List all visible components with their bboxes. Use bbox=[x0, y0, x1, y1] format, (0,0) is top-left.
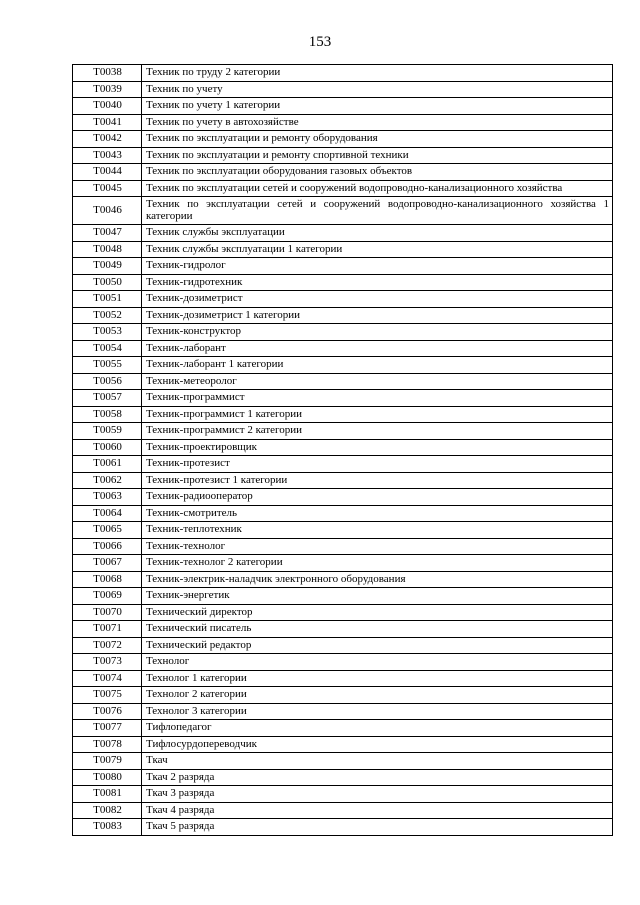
table-row bbox=[73, 555, 613, 572]
code-cell: Т0042 bbox=[73, 131, 142, 148]
name-cell: Техник-протезист bbox=[142, 456, 613, 473]
code-cell: Т0058 bbox=[73, 406, 142, 423]
table-row bbox=[73, 703, 613, 720]
table-row bbox=[73, 489, 613, 506]
table-row bbox=[73, 802, 613, 819]
code-cell: Т0076 bbox=[73, 703, 142, 720]
name-cell: Техник по эксплуатации и ремонту спортивной техники bbox=[142, 147, 613, 164]
code-cell: Т0046 bbox=[73, 197, 142, 225]
name-cell: Техник по учету в автохозяйстве bbox=[142, 114, 613, 131]
name-cell: Технолог 2 категории bbox=[142, 687, 613, 704]
table-row bbox=[73, 197, 613, 225]
name-cell: Техник-проектировщик bbox=[142, 439, 613, 456]
name-cell: Техник-теплотехник bbox=[142, 522, 613, 539]
table-row bbox=[73, 538, 613, 555]
name-cell: Техник-программист 1 категории bbox=[142, 406, 613, 423]
name-cell: Техник-лаборант 1 категории bbox=[142, 357, 613, 374]
code-cell: Т0070 bbox=[73, 604, 142, 621]
table-row bbox=[73, 439, 613, 456]
name-cell: Техник по эксплуатации и ремонту оборудования bbox=[142, 131, 613, 148]
code-cell: Т0055 bbox=[73, 357, 142, 374]
name-cell: Техник-радиооператор bbox=[142, 489, 613, 506]
code-cell: Т0038 bbox=[73, 65, 142, 82]
code-cell: Т0066 bbox=[73, 538, 142, 555]
name-cell: Техник по учету 1 категории bbox=[142, 98, 613, 115]
name-cell: Техник-протезист 1 категории bbox=[142, 472, 613, 489]
name-cell: Тифлопедагог bbox=[142, 720, 613, 737]
code-cell: Т0049 bbox=[73, 258, 142, 275]
code-cell: Т0074 bbox=[73, 670, 142, 687]
name-cell: Техник по эксплуатации сетей и сооружений водопроводно-канализационного хозяйства 1 категории bbox=[142, 197, 613, 225]
table-row bbox=[73, 819, 613, 836]
name-cell: Ткач 5 разряда bbox=[142, 819, 613, 836]
table-row bbox=[73, 654, 613, 671]
table-row bbox=[73, 114, 613, 131]
table-row bbox=[73, 687, 613, 704]
name-cell: Технолог 3 категории bbox=[142, 703, 613, 720]
table-row bbox=[73, 225, 613, 242]
name-cell: Техник-технолог 2 категории bbox=[142, 555, 613, 572]
code-cell: Т0061 bbox=[73, 456, 142, 473]
name-cell: Техник-энергетик bbox=[142, 588, 613, 605]
code-cell: Т0083 bbox=[73, 819, 142, 836]
table-row bbox=[73, 637, 613, 654]
table-row bbox=[73, 241, 613, 258]
name-cell: Техник-программист bbox=[142, 390, 613, 407]
code-cell: Т0052 bbox=[73, 307, 142, 324]
table-row bbox=[73, 307, 613, 324]
table-row bbox=[73, 753, 613, 770]
table-row bbox=[73, 472, 613, 489]
table-row bbox=[73, 65, 613, 82]
table-row bbox=[73, 736, 613, 753]
page-number: 153 bbox=[308, 34, 332, 50]
code-cell: Т0047 bbox=[73, 225, 142, 242]
name-cell: Техник-метеоролог bbox=[142, 373, 613, 390]
code-cell: Т0080 bbox=[73, 769, 142, 786]
table-row bbox=[73, 274, 613, 291]
name-cell: Ткач 4 разряда bbox=[142, 802, 613, 819]
table-row bbox=[73, 505, 613, 522]
name-cell: Технолог 1 категории bbox=[142, 670, 613, 687]
code-cell: Т0041 bbox=[73, 114, 142, 131]
table-row bbox=[73, 258, 613, 275]
table-row bbox=[73, 769, 613, 786]
name-cell: Техник-дозиметрист 1 категории bbox=[142, 307, 613, 324]
name-cell: Техник-программист 2 категории bbox=[142, 423, 613, 440]
code-cell: Т0051 bbox=[73, 291, 142, 308]
name-cell: Техник по эксплуатации оборудования газовых объектов bbox=[142, 164, 613, 181]
name-cell: Технолог bbox=[142, 654, 613, 671]
table-row bbox=[73, 456, 613, 473]
name-cell: Техник-смотритель bbox=[142, 505, 613, 522]
code-cell: Т0039 bbox=[73, 81, 142, 98]
code-cell: Т0082 bbox=[73, 802, 142, 819]
code-cell: Т0048 bbox=[73, 241, 142, 258]
code-cell: Т0057 bbox=[73, 390, 142, 407]
code-cell: Т0060 bbox=[73, 439, 142, 456]
name-cell: Ткач 3 разряда bbox=[142, 786, 613, 803]
name-cell: Техник-дозиметрист bbox=[142, 291, 613, 308]
table-row bbox=[73, 291, 613, 308]
name-cell: Техник-электрик-наладчик электронного оборудования bbox=[142, 571, 613, 588]
code-cell: Т0059 bbox=[73, 423, 142, 440]
name-cell: Технический редактор bbox=[142, 637, 613, 654]
name-cell: Техник по эксплуатации сетей и сооружений водопроводно-канализационного хозяйства bbox=[142, 180, 613, 197]
table-row bbox=[73, 81, 613, 98]
name-cell: Техник службы эксплуатации 1 категории bbox=[142, 241, 613, 258]
table-row bbox=[73, 180, 613, 197]
code-cell: Т0050 bbox=[73, 274, 142, 291]
table-row bbox=[73, 324, 613, 341]
code-cell: Т0081 bbox=[73, 786, 142, 803]
table-row bbox=[73, 522, 613, 539]
code-cell: Т0056 bbox=[73, 373, 142, 390]
code-cell: Т0044 bbox=[73, 164, 142, 181]
code-cell: Т0068 bbox=[73, 571, 142, 588]
name-cell: Ткач bbox=[142, 753, 613, 770]
profession-codes-table bbox=[72, 64, 613, 836]
code-cell: Т0062 bbox=[73, 472, 142, 489]
code-cell: Т0054 bbox=[73, 340, 142, 357]
code-cell: Т0063 bbox=[73, 489, 142, 506]
name-cell: Тифлосурдопереводчик bbox=[142, 736, 613, 753]
table-row bbox=[73, 604, 613, 621]
code-cell: Т0075 bbox=[73, 687, 142, 704]
table-body bbox=[73, 65, 613, 836]
name-cell: Техник-конструктор bbox=[142, 324, 613, 341]
code-cell: Т0064 bbox=[73, 505, 142, 522]
name-cell: Техник-гидролог bbox=[142, 258, 613, 275]
table-row bbox=[73, 131, 613, 148]
name-cell: Технический писатель bbox=[142, 621, 613, 638]
code-cell: Т0069 bbox=[73, 588, 142, 605]
name-cell: Техник-гидротехник bbox=[142, 274, 613, 291]
table-row bbox=[73, 98, 613, 115]
name-cell: Техник по труду 2 категории bbox=[142, 65, 613, 82]
table-row bbox=[73, 340, 613, 357]
table-row bbox=[73, 373, 613, 390]
table-row bbox=[73, 423, 613, 440]
code-cell: Т0053 bbox=[73, 324, 142, 341]
table-row bbox=[73, 357, 613, 374]
name-cell: Техник-лаборант bbox=[142, 340, 613, 357]
table-row bbox=[73, 621, 613, 638]
name-cell: Техник по учету bbox=[142, 81, 613, 98]
table-row bbox=[73, 164, 613, 181]
code-cell: Т0067 bbox=[73, 555, 142, 572]
code-cell: Т0045 bbox=[73, 180, 142, 197]
code-cell: Т0043 bbox=[73, 147, 142, 164]
code-cell: Т0040 bbox=[73, 98, 142, 115]
table-row bbox=[73, 147, 613, 164]
code-cell: Т0065 bbox=[73, 522, 142, 539]
name-cell: Техник службы эксплуатации bbox=[142, 225, 613, 242]
table-row bbox=[73, 786, 613, 803]
code-cell: Т0071 bbox=[73, 621, 142, 638]
table-row bbox=[73, 571, 613, 588]
code-cell: Т0079 bbox=[73, 753, 142, 770]
table-row bbox=[73, 406, 613, 423]
code-cell: Т0072 bbox=[73, 637, 142, 654]
code-cell: Т0073 bbox=[73, 654, 142, 671]
table-row bbox=[73, 588, 613, 605]
name-cell: Техник-технолог bbox=[142, 538, 613, 555]
name-cell: Технический директор bbox=[142, 604, 613, 621]
name-cell: Ткач 2 разряда bbox=[142, 769, 613, 786]
table-row bbox=[73, 670, 613, 687]
code-cell: Т0078 bbox=[73, 736, 142, 753]
table-row bbox=[73, 720, 613, 737]
code-cell: Т0077 bbox=[73, 720, 142, 737]
table-row bbox=[73, 390, 613, 407]
